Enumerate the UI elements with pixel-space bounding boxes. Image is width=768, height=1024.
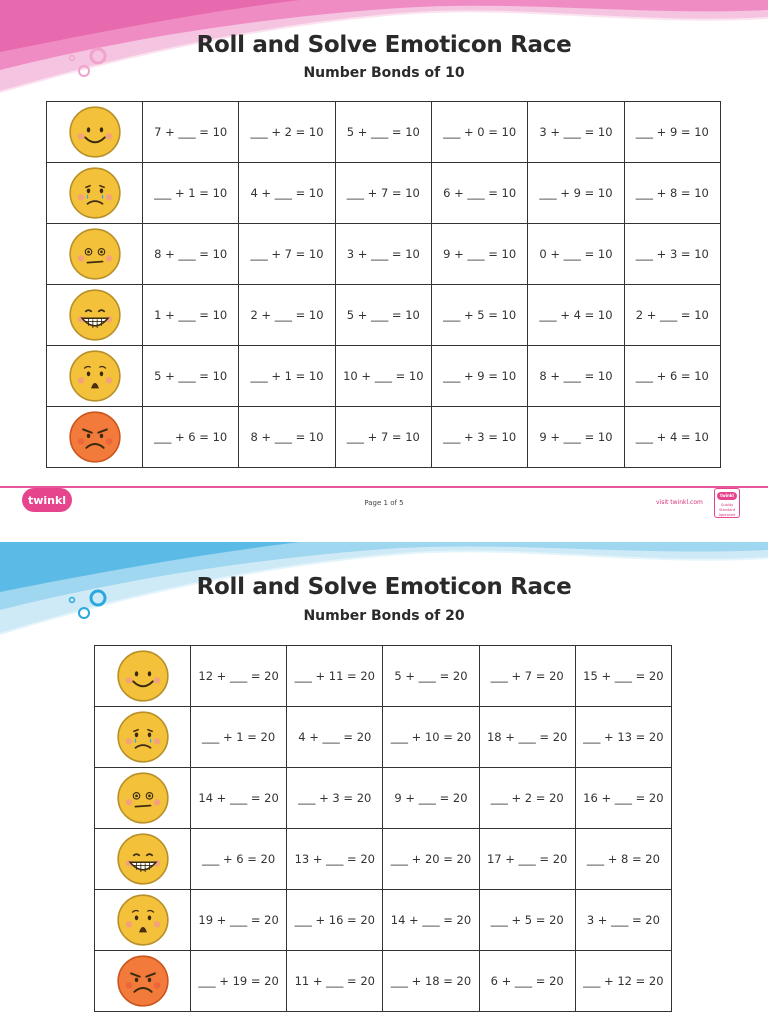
- equation-cell[interactable]: ___ + 5 = 20: [479, 890, 575, 951]
- table-row: [95, 768, 672, 829]
- emoticon-cell: [47, 102, 143, 163]
- equation-cell[interactable]: 11 + ___ = 20: [287, 951, 383, 1012]
- equation-cell[interactable]: 8 + ___ = 10: [528, 346, 624, 407]
- equation-cell[interactable]: 19 + ___ = 20: [191, 890, 287, 951]
- equation-cell[interactable]: 6 + ___ = 20: [479, 951, 575, 1012]
- equation-cell[interactable]: ___ + 12 = 20: [575, 951, 671, 1012]
- table-row: [95, 951, 672, 1012]
- equation-cell[interactable]: 3 + ___ = 20: [575, 890, 671, 951]
- footer-divider: [0, 486, 768, 488]
- equation-cell[interactable]: 5 + ___ = 10: [335, 102, 431, 163]
- table-row: [47, 285, 721, 346]
- equation-cell[interactable]: 7 + ___ = 10: [143, 102, 239, 163]
- equation-cell[interactable]: ___ + 3 = 10: [624, 224, 720, 285]
- equation-cell[interactable]: 17 + ___ = 20: [479, 829, 575, 890]
- equation-cell[interactable]: 5 + ___ = 10: [143, 346, 239, 407]
- page-number: Page 1 of 5: [364, 499, 404, 507]
- equation-cell[interactable]: 14 + ___ = 20: [191, 768, 287, 829]
- angry-face-icon: [116, 954, 170, 1008]
- crying-face-icon: [68, 166, 122, 220]
- emoticon-cell: [47, 285, 143, 346]
- surprised-face-icon: [68, 349, 122, 403]
- equation-cell[interactable]: ___ + 10 = 20: [383, 707, 479, 768]
- visit-link[interactable]: visit twinkl.com: [656, 499, 703, 506]
- equation-cell[interactable]: 5 + ___ = 20: [383, 646, 479, 707]
- table-row: [47, 163, 721, 224]
- equation-cell[interactable]: 3 + ___ = 10: [335, 224, 431, 285]
- equation-cell[interactable]: 16 + ___ = 20: [575, 768, 671, 829]
- equation-cell[interactable]: 1 + ___ = 10: [143, 285, 239, 346]
- equation-cell[interactable]: 15 + ___ = 20: [575, 646, 671, 707]
- equation-cell[interactable]: 12 + ___ = 20: [191, 646, 287, 707]
- badge-logo: twinkl: [717, 492, 737, 500]
- surprised-face-icon: [116, 893, 170, 947]
- equation-cell[interactable]: 5 + ___ = 10: [335, 285, 431, 346]
- table-row: [95, 890, 672, 951]
- equation-cell[interactable]: 9 + ___ = 10: [528, 407, 624, 468]
- emoticon-cell: [95, 707, 191, 768]
- quality-badge-icon: [714, 488, 740, 518]
- equation-cell[interactable]: ___ + 4 = 10: [624, 407, 720, 468]
- grinning-face-icon: [116, 832, 170, 886]
- equation-cell[interactable]: ___ + 8 = 10: [624, 163, 720, 224]
- equation-cell[interactable]: ___ + 2 = 10: [239, 102, 335, 163]
- equation-cell[interactable]: 0 + ___ = 10: [528, 224, 624, 285]
- equation-cell[interactable]: 9 + ___ = 20: [383, 768, 479, 829]
- emoticon-cell: [47, 407, 143, 468]
- badge-text: Quality Standard Approved: [718, 503, 736, 517]
- table-row: [95, 829, 672, 890]
- equation-cell[interactable]: 18 + ___ = 20: [479, 707, 575, 768]
- equation-cell[interactable]: ___ + 18 = 20: [383, 951, 479, 1012]
- emoticon-cell: [95, 951, 191, 1012]
- table-row: [47, 224, 721, 285]
- equation-cell[interactable]: 2 + ___ = 10: [239, 285, 335, 346]
- emoticon-cell: [95, 646, 191, 707]
- page-subtitle: Number Bonds of 10: [303, 65, 465, 81]
- table-row: [95, 707, 672, 768]
- equation-cell[interactable]: ___ + 7 = 20: [479, 646, 575, 707]
- worksheet-page-2: [0, 542, 768, 1024]
- equation-cell[interactable]: ___ + 7 = 10: [335, 407, 431, 468]
- equation-cell[interactable]: 2 + ___ = 10: [624, 285, 720, 346]
- number-bonds-10-table: [46, 101, 721, 468]
- happy-face-icon: [116, 649, 170, 703]
- equation-cell[interactable]: ___ + 0 = 10: [431, 102, 527, 163]
- table-row: [47, 102, 721, 163]
- equation-cell[interactable]: ___ + 5 = 10: [431, 285, 527, 346]
- table-row: [47, 407, 721, 468]
- equation-cell[interactable]: 8 + ___ = 10: [239, 407, 335, 468]
- equation-cell[interactable]: ___ + 1 = 10: [239, 346, 335, 407]
- equation-cell[interactable]: 14 + ___ = 20: [383, 890, 479, 951]
- equation-cell[interactable]: 6 + ___ = 10: [431, 163, 527, 224]
- equation-cell[interactable]: ___ + 9 = 10: [528, 163, 624, 224]
- table-row: [95, 646, 672, 707]
- equation-cell[interactable]: ___ + 2 = 20: [479, 768, 575, 829]
- twinkl-logo: twinkl: [22, 488, 72, 512]
- equation-cell[interactable]: ___ + 4 = 10: [528, 285, 624, 346]
- equation-cell[interactable]: ___ + 3 = 10: [431, 407, 527, 468]
- equation-cell[interactable]: 4 + ___ = 20: [287, 707, 383, 768]
- page-title: Roll and Solve Emoticon Race: [196, 32, 572, 58]
- equation-cell[interactable]: 9 + ___ = 10: [431, 224, 527, 285]
- equation-cell[interactable]: ___ + 16 = 20: [287, 890, 383, 951]
- emoticon-cell: [95, 768, 191, 829]
- equation-cell[interactable]: 13 + ___ = 20: [287, 829, 383, 890]
- equation-cell[interactable]: ___ + 6 = 10: [143, 407, 239, 468]
- emoticon-cell: [47, 346, 143, 407]
- equation-cell[interactable]: ___ + 20 = 20: [383, 829, 479, 890]
- emoticon-cell: [47, 163, 143, 224]
- emoticon-cell: [95, 890, 191, 951]
- dizzy-face-icon: [116, 771, 170, 825]
- table-row: [47, 346, 721, 407]
- number-bonds-20-table: [94, 645, 672, 1012]
- equation-cell[interactable]: ___ + 1 = 20: [191, 707, 287, 768]
- happy-face-icon: [68, 105, 122, 159]
- page-title: Roll and Solve Emoticon Race: [196, 574, 572, 600]
- equation-cell[interactable]: ___ + 9 = 10: [431, 346, 527, 407]
- equation-cell[interactable]: 8 + ___ = 10: [143, 224, 239, 285]
- equation-cell[interactable]: ___ + 9 = 10: [624, 102, 720, 163]
- equation-cell[interactable]: ___ + 13 = 20: [575, 707, 671, 768]
- equation-cell[interactable]: ___ + 3 = 20: [287, 768, 383, 829]
- equation-cell[interactable]: ___ + 6 = 20: [191, 829, 287, 890]
- emoticon-cell: [47, 224, 143, 285]
- angry-face-icon: [68, 410, 122, 464]
- equation-cell[interactable]: ___ + 6 = 10: [624, 346, 720, 407]
- equation-cell[interactable]: 4 + ___ = 10: [239, 163, 335, 224]
- equation-cell[interactable]: 3 + ___ = 10: [528, 102, 624, 163]
- equation-cell[interactable]: ___ + 7 = 10: [239, 224, 335, 285]
- equation-cell[interactable]: ___ + 11 = 20: [287, 646, 383, 707]
- page-gap: [0, 528, 768, 542]
- equation-cell[interactable]: 10 + ___ = 10: [335, 346, 431, 407]
- dizzy-face-icon: [68, 227, 122, 281]
- crying-face-icon: [116, 710, 170, 764]
- equation-cell[interactable]: ___ + 7 = 10: [335, 163, 431, 224]
- page-subtitle: Number Bonds of 20: [303, 608, 465, 624]
- emoticon-cell: [95, 829, 191, 890]
- equation-cell[interactable]: ___ + 8 = 20: [575, 829, 671, 890]
- equation-cell[interactable]: ___ + 19 = 20: [191, 951, 287, 1012]
- grinning-face-icon: [68, 288, 122, 342]
- equation-cell[interactable]: ___ + 1 = 10: [143, 163, 239, 224]
